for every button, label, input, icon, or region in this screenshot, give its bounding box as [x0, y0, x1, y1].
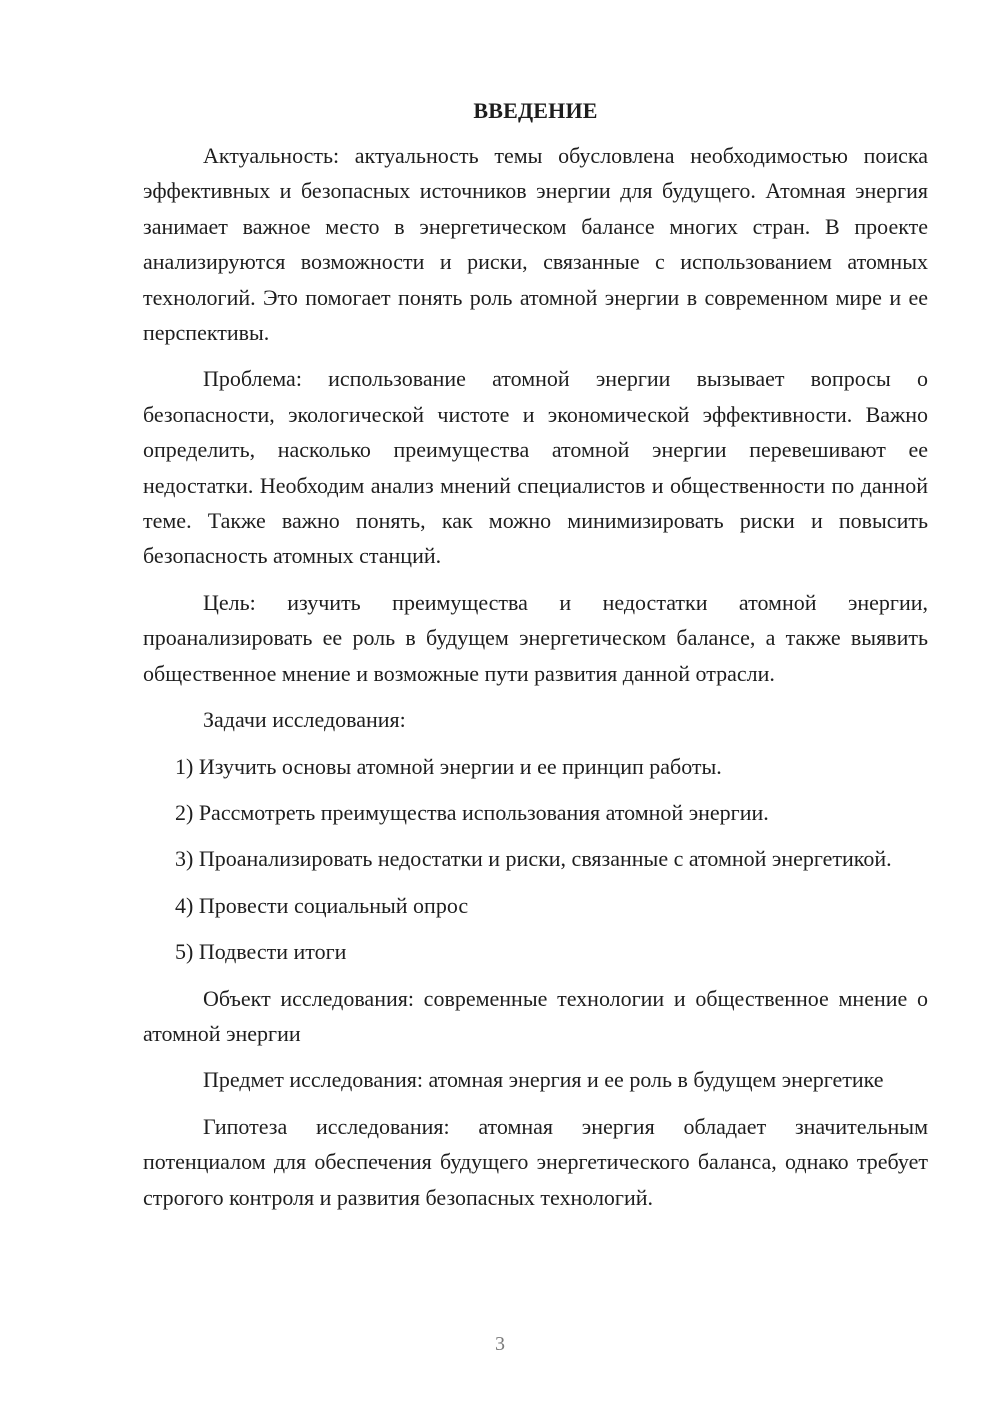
tasks-heading: Задачи исследования: [203, 707, 406, 733]
paragraph-subject: Предмет исследования: атомная энергия и ее роль в будущем энергетике [203, 1067, 884, 1093]
task-item-5: 5) Подвести итоги [175, 939, 347, 965]
task-item-2: 2) Рассмотреть преимущества использования атомной энергии. [175, 799, 769, 825]
page-content [143, 93, 928, 1215]
paragraph-hypothesis: Гипотеза исследования: атомная энергия обладает значительным потенциалом для обеспечения будущего энергетического баланса, однако требует строгого контроля и развития безопасных технологий. [143, 1113, 928, 1210]
task-item-4: 4) Провести социальный опрос [175, 892, 469, 918]
task-item-3: 3) Проанализировать недостатки и риски, связанные с атомной энергетикой. [175, 846, 892, 872]
paragraph-relevance: Актуальность: актуальность темы обусловлена необходимостью поиска эффективных и безопасных источников энергии для будущего. Атомная энергия занимает важное место в энергетическом балансе многих стран. В проекте анализируются возможности и риски, связанные с использованием атомных технологий. Это помогает понять роль атомной энергии в современном мире и ее перспективы. [143, 143, 928, 346]
paragraph-goal: Цель: изучить преимущества и недостатки атомной энергии, проанализировать ее роль в будущем энергетическом балансе, а также выявить общественное мнение и возможные пути развития данной отрасли. [143, 589, 928, 686]
task-item-1: 1) Изучить основы атомной энергии и ее принцип работы. [175, 753, 722, 779]
paragraph-problem: Проблема: использование атомной энергии вызывает вопросы о безопасности, экологической чистоте и экономической эффективности. Важно определить, насколько преимущества атомной энергии перевешивают ее недостатки. Необходим анализ мнений специалистов и общественности по данной теме. Также важно понять, как можно минимизировать риски и повысить безопасность атомных станций. [143, 366, 928, 569]
page-number: 3 [495, 1333, 505, 1355]
page-title: ВВЕДЕНИЕ [473, 98, 598, 123]
paragraph-object: Объект исследования: современные технологии и общественное мнение о атомной энергии [143, 985, 928, 1046]
